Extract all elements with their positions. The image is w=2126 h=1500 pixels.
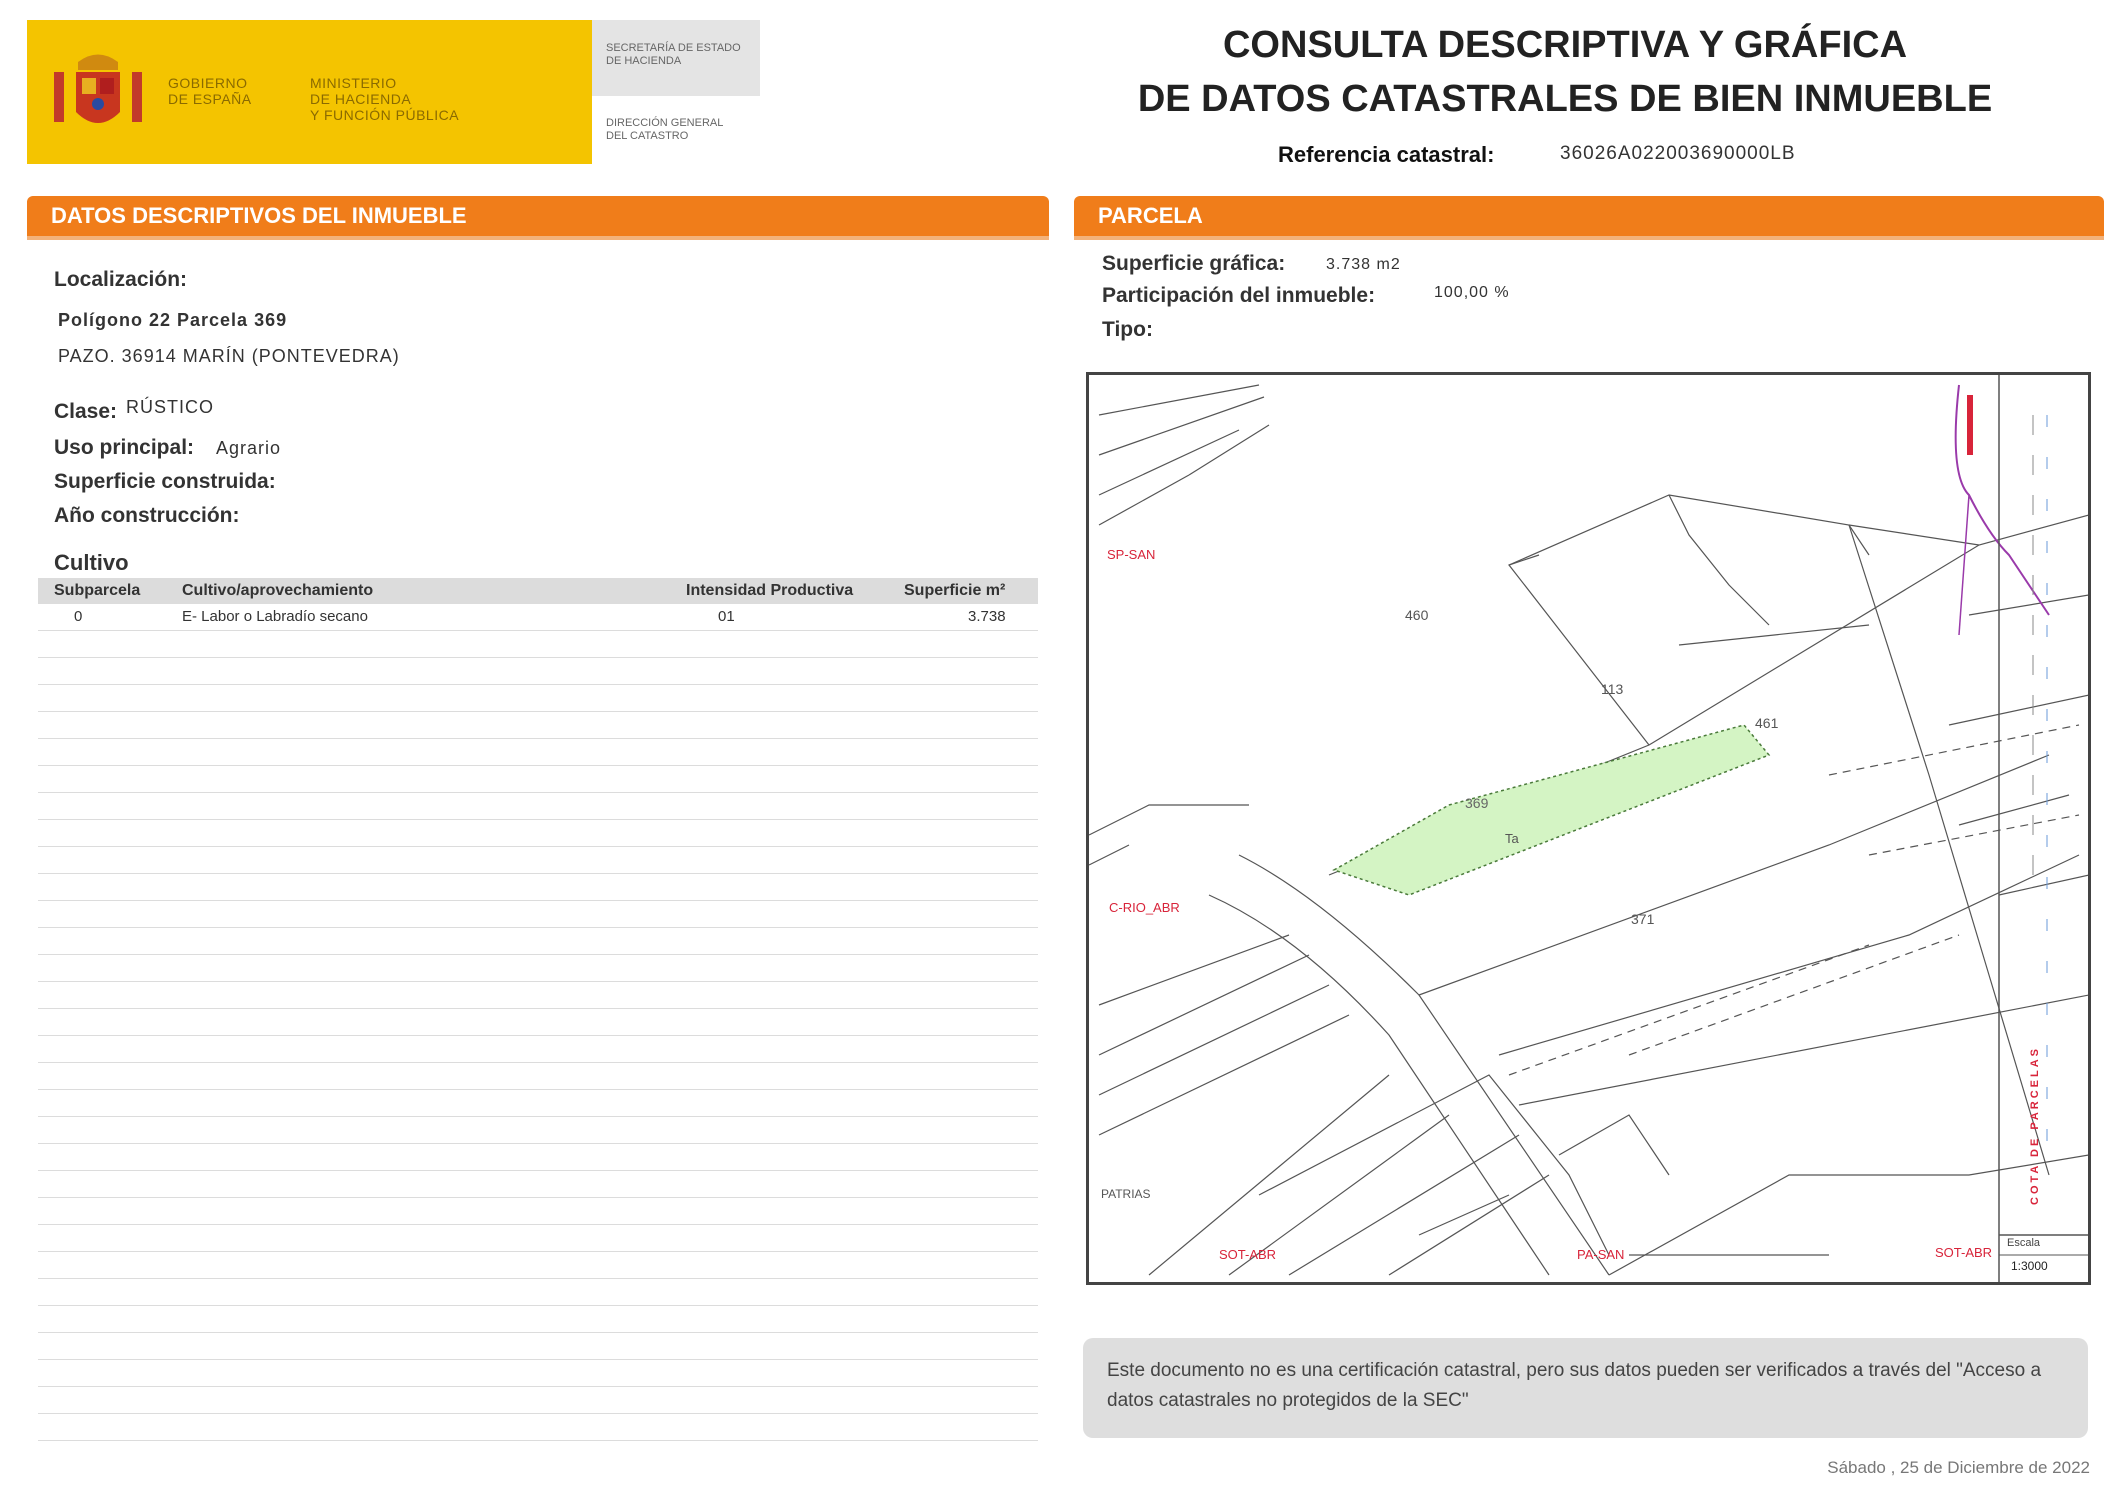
participation-label: Participación del inmueble:: [1102, 284, 1376, 307]
table-empty-row: [38, 820, 1038, 847]
map-area-label: PATRIAS: [1101, 1187, 1151, 1201]
col-header-intensity: Intensidad Productiva: [686, 582, 854, 599]
section-underline: [27, 236, 1049, 240]
table-empty-row: [38, 1198, 1038, 1225]
map-scale-value: 1:3000: [2011, 1259, 2048, 1273]
secretary-name: SECRETARÍA DE ESTADO DE HACIENDA: [606, 42, 741, 67]
table-empty-row: [38, 1414, 1038, 1441]
col-header-crop: Cultivo/aprovechamiento: [182, 582, 374, 599]
map-parcel-label: 369: [1465, 795, 1489, 811]
table-empty-row: [38, 712, 1038, 739]
map-parcel-label: 371: [1631, 911, 1655, 927]
cadastral-map-drawing: [1089, 375, 2088, 1282]
col-header-area: Superficie m²: [904, 582, 1006, 599]
table-empty-row: [38, 1009, 1038, 1036]
table-empty-row: [38, 793, 1038, 820]
map-street-label: SP-SAN: [1107, 547, 1156, 562]
table-empty-row: [38, 901, 1038, 928]
table-empty-row: [38, 685, 1038, 712]
crops-title: Cultivo: [54, 550, 129, 575]
cadastral-map: [1086, 372, 2091, 1285]
map-parcel-label: 113: [1601, 681, 1624, 697]
cell-intensity: 01: [718, 608, 735, 625]
document-date: Sábado , 25 de Diciembre de 2022: [1827, 1458, 2090, 1477]
table-empty-row: [38, 1252, 1038, 1279]
table-empty-row: [38, 1171, 1038, 1198]
cadastral-reference-label: Referencia catastral:: [1278, 142, 1495, 167]
address-line2: PAZO. 36914 MARÍN (PONTEVEDRA): [58, 346, 400, 366]
type-label: Tipo:: [1102, 318, 1153, 341]
map-street-label: PA-SAN: [1577, 1247, 1625, 1262]
cell-subparcel: 0: [74, 608, 83, 625]
class-label: Clase:: [54, 400, 118, 423]
table-row: [38, 604, 1038, 631]
map-street-label: C-RIO_ABR: [1109, 900, 1180, 915]
table-empty-row: [38, 1387, 1038, 1414]
directorate-name: DIRECCIÓN GENERAL DEL CATASTRO: [606, 117, 724, 142]
built-area-label: Superficie construida:: [54, 470, 276, 493]
cadastral-reference-value: 36026A022003690000LB: [1560, 143, 1796, 164]
map-street-label: SOT-ABR: [1219, 1247, 1277, 1262]
map-parcel-label: 460: [1405, 607, 1429, 623]
map-legend-text: COTA DE PARCELAS: [2029, 1045, 2041, 1205]
coat-of-arms-icon: [48, 42, 148, 142]
participation-value: 100,00 %: [1434, 284, 1510, 301]
col-header-subparcel: Subparcela: [54, 582, 141, 599]
table-empty-row: [38, 955, 1038, 982]
table-empty-row: [38, 1279, 1038, 1306]
graphic-area-value: 3.738 m2: [1326, 256, 1401, 273]
table-empty-row: [38, 1036, 1038, 1063]
government-name: GOBIERNO DE ESPAÑA: [168, 75, 252, 107]
table-empty-row: [38, 739, 1038, 766]
cell-crop: E- Labor o Labradío secano: [182, 608, 368, 625]
table-empty-row: [38, 1360, 1038, 1387]
address-line1: Polígono 22 Parcela 369: [58, 310, 288, 330]
table-header: [38, 578, 1038, 604]
class-value: RÚSTICO: [126, 397, 214, 417]
main-use-label: Uso principal:: [54, 436, 195, 459]
table-empty-row: [38, 982, 1038, 1009]
map-street-label: SOT-ABR: [1935, 1245, 1993, 1260]
parcel-section-header: PARCELA: [1074, 196, 2104, 236]
crops-table: [38, 578, 1038, 1441]
table-empty-row: [38, 1225, 1038, 1252]
table-empty-row: [38, 1144, 1038, 1171]
table-empty-row: [38, 1333, 1038, 1360]
cell-area: 3.738: [968, 608, 1006, 625]
table-empty-row: [38, 1063, 1038, 1090]
disclaimer-note: Este documento no es una certificación catastral, pero sus datos pueden ser verificados a través del "Acceso a datos catastrales no protegidos de la SEC": [1083, 1338, 2088, 1438]
table-empty-row: [38, 874, 1038, 901]
construction-year-label: Año construcción:: [54, 504, 240, 527]
map-parcel-label: Ta: [1505, 831, 1519, 846]
table-empty-row: [38, 1090, 1038, 1117]
map-scale-label: Escala: [2007, 1237, 2041, 1249]
graphic-area-label: Superficie gráfica:: [1102, 252, 1286, 275]
descriptive-data-section-header: DATOS DESCRIPTIVOS DEL INMUEBLE: [27, 196, 1049, 236]
map-parcel-label: 461: [1755, 715, 1779, 731]
page-title-line2: DE DATOS CATASTRALES DE BIEN INMUEBLE: [1137, 78, 1993, 120]
table-empty-row: [38, 658, 1038, 685]
table-empty-rows: [38, 631, 1038, 1441]
main-use-value: Agrario: [216, 438, 282, 458]
ministry-name: MINISTERIO DE HACIENDA Y FUNCIÓN PÚBLICA: [310, 75, 460, 123]
table-empty-row: [38, 1306, 1038, 1333]
table-empty-row: [38, 928, 1038, 955]
page-title-line1: CONSULTA DESCRIPTIVA Y GRÁFICA: [1222, 24, 1908, 66]
location-label: Localización:: [54, 268, 188, 291]
table-empty-row: [38, 847, 1038, 874]
table-empty-row: [38, 631, 1038, 658]
section-underline: [1074, 236, 2104, 240]
table-empty-row: [38, 766, 1038, 793]
table-empty-row: [38, 1117, 1038, 1144]
